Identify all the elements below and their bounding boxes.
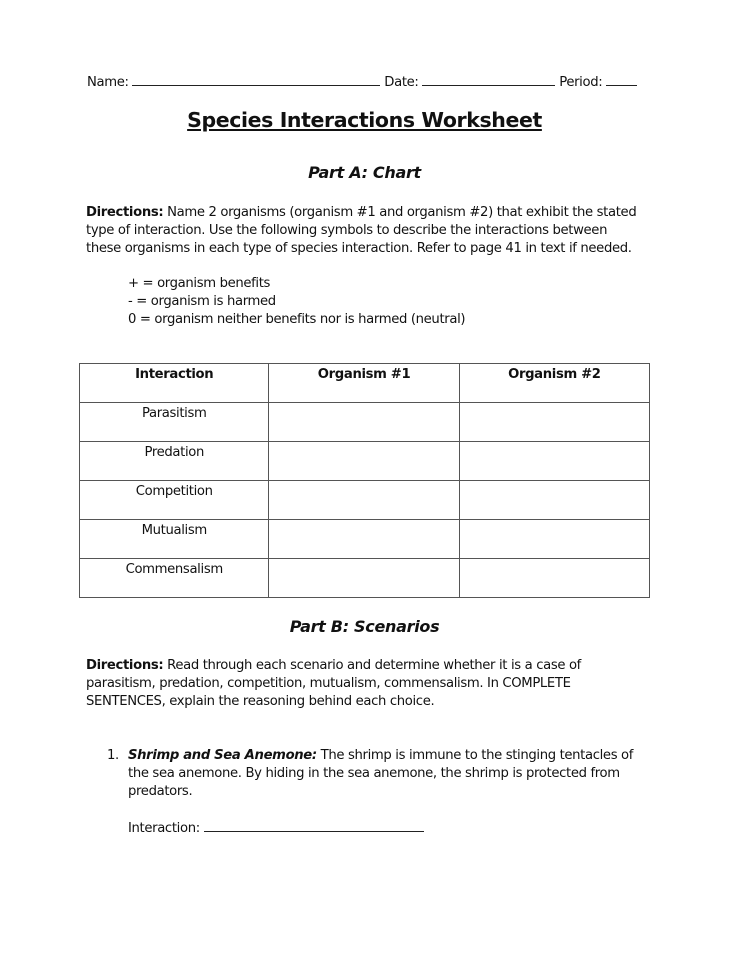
interaction-cell: Competition bbox=[80, 481, 269, 520]
table-row bbox=[80, 481, 650, 520]
directions-label: Directions: bbox=[86, 205, 164, 220]
scenario-title: Shrimp and Sea Anemone: bbox=[128, 748, 317, 763]
organism-2-cell[interactable] bbox=[459, 520, 649, 559]
part-b-heading: Part B: Scenarios bbox=[289, 617, 440, 636]
organism-2-cell[interactable] bbox=[459, 442, 649, 481]
directions-line: parasitism, predation, competition, mutualism, commensalism. In COMPLETE bbox=[86, 676, 571, 691]
name-label: Name: bbox=[87, 75, 129, 90]
table-header-row bbox=[80, 364, 650, 403]
scenario-1 bbox=[128, 747, 633, 801]
organism-1-cell[interactable] bbox=[269, 442, 459, 481]
date-label: Date: bbox=[384, 75, 419, 90]
part-a-directions bbox=[86, 204, 636, 258]
scenario-text-line: the sea anemone. By hiding in the sea anemone, the shrimp is protected from bbox=[128, 766, 620, 781]
scenario-text-line: The shrimp is immune to the stinging tentacles of bbox=[316, 748, 634, 763]
directions-line: SENTENCES, explain the reasoning behind each choice. bbox=[86, 694, 435, 709]
organism-2-cell[interactable] bbox=[459, 559, 649, 598]
interaction-cell: Mutualism bbox=[80, 520, 269, 559]
interaction-cell: Parasitism bbox=[80, 403, 269, 442]
name-field[interactable] bbox=[132, 72, 380, 86]
header-organism-1: Organism #1 bbox=[269, 364, 459, 403]
legend-harmed: - = organism is harmed bbox=[128, 294, 276, 309]
directions-line: Name 2 organisms (organism #1 and organism #2) that exhibit the stated bbox=[163, 205, 637, 220]
symbol-legend bbox=[128, 275, 465, 329]
scenario-1-answer bbox=[128, 818, 424, 838]
header-organism-2: Organism #2 bbox=[459, 364, 649, 403]
period-field[interactable] bbox=[606, 72, 637, 86]
date-field[interactable] bbox=[422, 72, 555, 86]
interaction-chart-table bbox=[79, 363, 650, 598]
table-row bbox=[80, 403, 650, 442]
scenario-text-line: predators. bbox=[128, 784, 193, 799]
directions-label: Directions: bbox=[86, 658, 164, 673]
scenario-number: 1. bbox=[107, 748, 119, 763]
period-label: Period: bbox=[559, 75, 603, 90]
legend-benefits: + = organism benefits bbox=[128, 276, 271, 291]
interaction-cell: Commensalism bbox=[80, 559, 269, 598]
organism-1-cell[interactable] bbox=[269, 403, 459, 442]
student-info-line bbox=[87, 72, 637, 92]
interaction-answer-label: Interaction: bbox=[128, 821, 200, 836]
directions-line: these organisms in each type of species interaction. Refer to page 41 in text if needed. bbox=[86, 241, 632, 256]
directions-line: type of interaction. Use the following symbols to describe the interactions between bbox=[86, 223, 608, 238]
organism-1-cell[interactable] bbox=[269, 481, 459, 520]
table-row bbox=[80, 520, 650, 559]
organism-1-cell[interactable] bbox=[269, 559, 459, 598]
interaction-answer-field[interactable] bbox=[204, 818, 424, 832]
table-row bbox=[80, 442, 650, 481]
header-interaction: Interaction bbox=[80, 364, 269, 403]
organism-2-cell[interactable] bbox=[459, 403, 649, 442]
organism-1-cell[interactable] bbox=[269, 520, 459, 559]
page-title: Species Interactions Worksheet bbox=[187, 108, 542, 132]
interaction-cell: Predation bbox=[80, 442, 269, 481]
table-row bbox=[80, 559, 650, 598]
legend-neutral: 0 = organism neither benefits nor is harmed (neutral) bbox=[128, 312, 466, 327]
organism-2-cell[interactable] bbox=[459, 481, 649, 520]
part-a-heading: Part A: Chart bbox=[308, 163, 421, 182]
part-b-directions bbox=[86, 657, 581, 711]
directions-line: Read through each scenario and determine whether it is a case of bbox=[163, 658, 581, 673]
